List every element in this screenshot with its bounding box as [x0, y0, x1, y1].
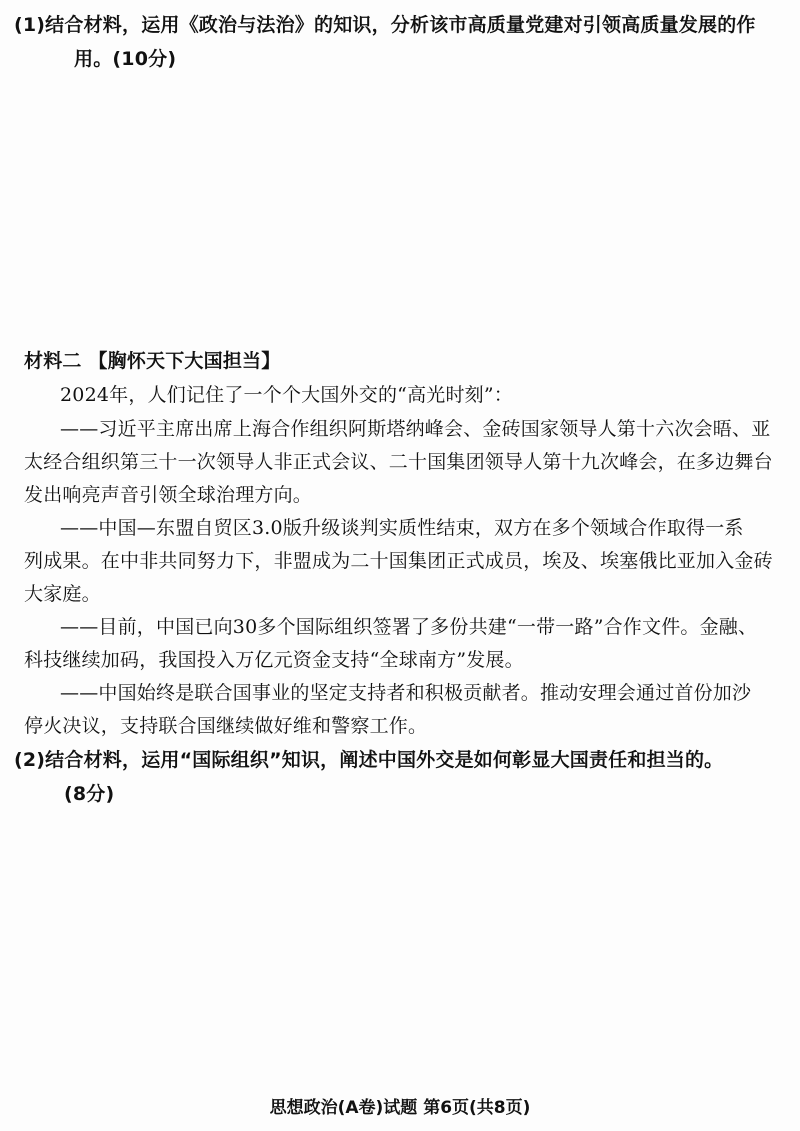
material-2-para-4-line-1: ——中国始终是联合国事业的坚定支持者和积极贡献者。推动安理会通过首份加沙: [60, 682, 752, 704]
material-2-title: 材料二 【胸怀天下大国担当】: [24, 350, 281, 372]
answer-area-1: [0, 80, 800, 340]
material-2-intro: 2024年，人们记住了一个个大国外交的“高光时刻”：: [60, 384, 513, 406]
answer-area-2: [0, 815, 800, 1085]
material-2-para-1-line-2: 太经合组织第三十一次领导人非正式会议、二十国集团领导人第十九次峰会，在多边舞台: [24, 451, 773, 473]
material-2-para-2-line-1: ——中国—东盟自贸区3.0版升级谈判实质性结束，双方在多个领域合作取得一系: [60, 517, 744, 539]
material-2-para-3-line-2: 科技继续加码，我国投入万亿元资金支持“全球南方”发展。: [24, 649, 524, 671]
question-2-line-2: (8分): [64, 783, 115, 805]
page-footer: 思想政治(A卷)试题 第6页(共8页): [269, 1098, 531, 1118]
material-2-para-3-line-1: ——目前，中国已向30多个国际组织签署了多份共建“一带一路”合作文件。金融、: [60, 616, 758, 638]
material-2-para-1-line-1: ——习近平主席出席上海合作组织阿斯塔纳峰会、金砖国家领导人第十六次会晤、亚: [60, 418, 771, 440]
material-2-para-2-line-3: 大家庭。: [24, 583, 101, 605]
material-2-para-1-line-3: 发出响亮声音引领全球治理方向。: [24, 484, 313, 506]
material-2-para-2-line-2: 列成果。在中非共同努力下，非盟成为二十国集团正式成员，埃及、埃塞俄比亚加入金砖: [24, 550, 773, 572]
material-2-para-4-line-2: 停火决议，支持联合国继续做好维和警察工作。: [24, 715, 428, 737]
question-2-line-1: (2)结合材料，运用“国际组织”知识，阐述中国外交是如何彰显大国责任和担当的。: [14, 749, 724, 771]
question-1-line-2: 用。(10分): [74, 48, 177, 70]
question-1-line-1: (1)结合材料，运用《政治与法治》的知识，分析该市高质量党建对引领高质量发展的作: [14, 14, 756, 36]
